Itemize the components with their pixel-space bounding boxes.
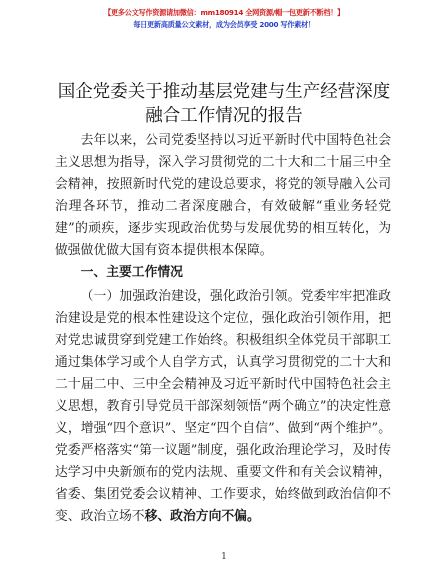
promo-banner-line-2: 每日更新高质量公文素材，成为会员享受 2000 写作素材！: [133, 20, 315, 29]
intro-paragraph: 去年以来，公司党委坚持以习近平新时代中国特色社会主义思想为指导，深入学习贯彻党的二十大和二十届三中全会精神，按照新时代党的建设总要求，将党的领导融入公司治理各环节，推动二者深度融合，有效破解“重业务轻党建”的顽疾，逐步实现政治优势与发展优势的相互转化，为做强做优做大国有资本提供根本保障。: [55, 133, 391, 258]
section-paragraph-text: （一）加强政治建设，强化政治引领。党委牢牢把准政治建设是党的根本性建设这个定位，强化政治引领作用，把对党忠诚贯穿到党建工作始终。积极组织全体党员干部职工通过集体学习或个人自学方式，认真学习贯彻党的二十大和二十届二中、三中全会精神及习近平新时代中国特色社会主义思想，教育引导党员干部深刻领悟“两个确立”的决定性意义，增强“四个意识”、坚定“四个自信”、做到“两个维护”。党委严格落实“第一议题”制度，强化政治理论学习，及时传达学习中央新颁布的党内法规、重要文件和有关会议精神，省委、集团党委会议精神、工作要求，始终做到政治信仰不变、政治立场不: [55, 289, 391, 524]
section-paragraph: [55, 286, 391, 528]
section-heading: 一、主要工作情况: [80, 265, 183, 280]
page-number: 1: [221, 552, 227, 562]
document-title: 国企党委关于推动基层党建与生产经营深度融合工作情况的报告: [57, 82, 391, 126]
section-paragraph-bold-tail: 移、政治方向不偏。: [144, 509, 260, 524]
promo-banner-line-1: 【更多公文写作资源请加微信：mm180914 全网资源/帽一包更新不断档！】: [104, 8, 344, 17]
